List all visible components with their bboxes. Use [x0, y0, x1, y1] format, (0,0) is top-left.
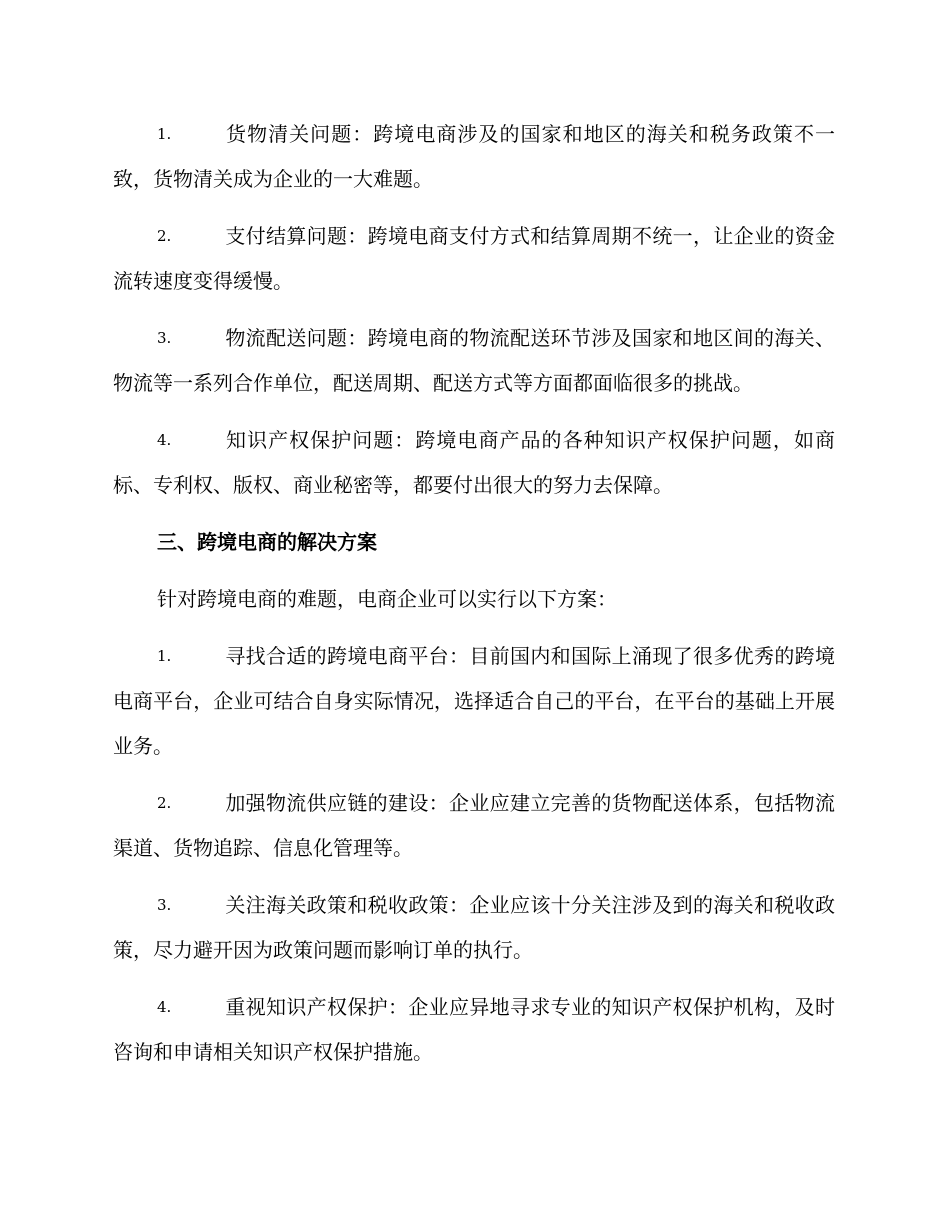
intro-paragraph: 针对跨境电商的难题，电商企业可以实行以下方案：	[157, 587, 617, 611]
problem-item-text: 货物清关问题：跨境电商涉及的国家和地区的海关和税务政策不一致，货物清关成为企业的一大难题。	[113, 122, 835, 191]
solution-item-2	[113, 781, 835, 871]
problem-item-number: 4.	[157, 431, 172, 449]
problem-item-text: 物流配送问题：跨境电商的物流配送环节涉及国家和地区间的海关、物流等一系列合作单位，配送周期、配送方式等方面都面临很多的挑战。	[113, 326, 835, 395]
solution-item-number: 4.	[157, 998, 172, 1016]
solution-item-number: 2.	[157, 794, 172, 812]
problem-item-number: 3.	[157, 329, 172, 347]
solution-item-3	[113, 883, 835, 973]
problem-item-2	[113, 214, 835, 304]
problem-item-3	[113, 316, 835, 406]
solution-item-text: 加强物流供应链的建设：企业应建立完善的货物配送体系，包括物流渠道、货物追踪、信息化管理等。	[113, 791, 835, 860]
solution-item-number: 1.	[157, 647, 172, 665]
problem-item-number: 1.	[157, 125, 172, 143]
solution-item-text: 关注海关政策和税收政策：企业应该十分关注涉及到的海关和税收政策，尽力避开因为政策问题而影响订单的执行。	[113, 893, 835, 962]
solution-item-number: 3.	[157, 896, 172, 914]
problem-item-4	[113, 418, 835, 508]
solution-item-text: 重视知识产权保护：企业应异地寻求专业的知识产权保护机构，及时咨询和申请相关知识产权保护措施。	[113, 995, 835, 1064]
document-body	[113, 112, 835, 1087]
problem-item-1	[113, 112, 835, 202]
solution-item-1	[113, 634, 835, 769]
problem-item-text: 支付结算问题：跨境电商支付方式和结算周期不统一，让企业的资金流转速度变得缓慢。	[113, 224, 835, 293]
problem-item-text: 知识产权保护问题：跨境电商产品的各种知识产权保护问题，如商标、专利权、版权、商业秘密等，都要付出很大的努力去保障。	[113, 428, 835, 497]
solution-item-text: 寻找合适的跨境电商平台：目前国内和国际上涌现了很多优秀的跨境电商平台，企业可结合自身实际情况，选择适合自己的平台，在平台的基础上开展业务。	[113, 644, 835, 758]
problem-item-number: 2.	[157, 227, 172, 245]
solution-item-4	[113, 985, 835, 1075]
section-heading: 三、跨境电商的解决方案	[157, 530, 377, 554]
